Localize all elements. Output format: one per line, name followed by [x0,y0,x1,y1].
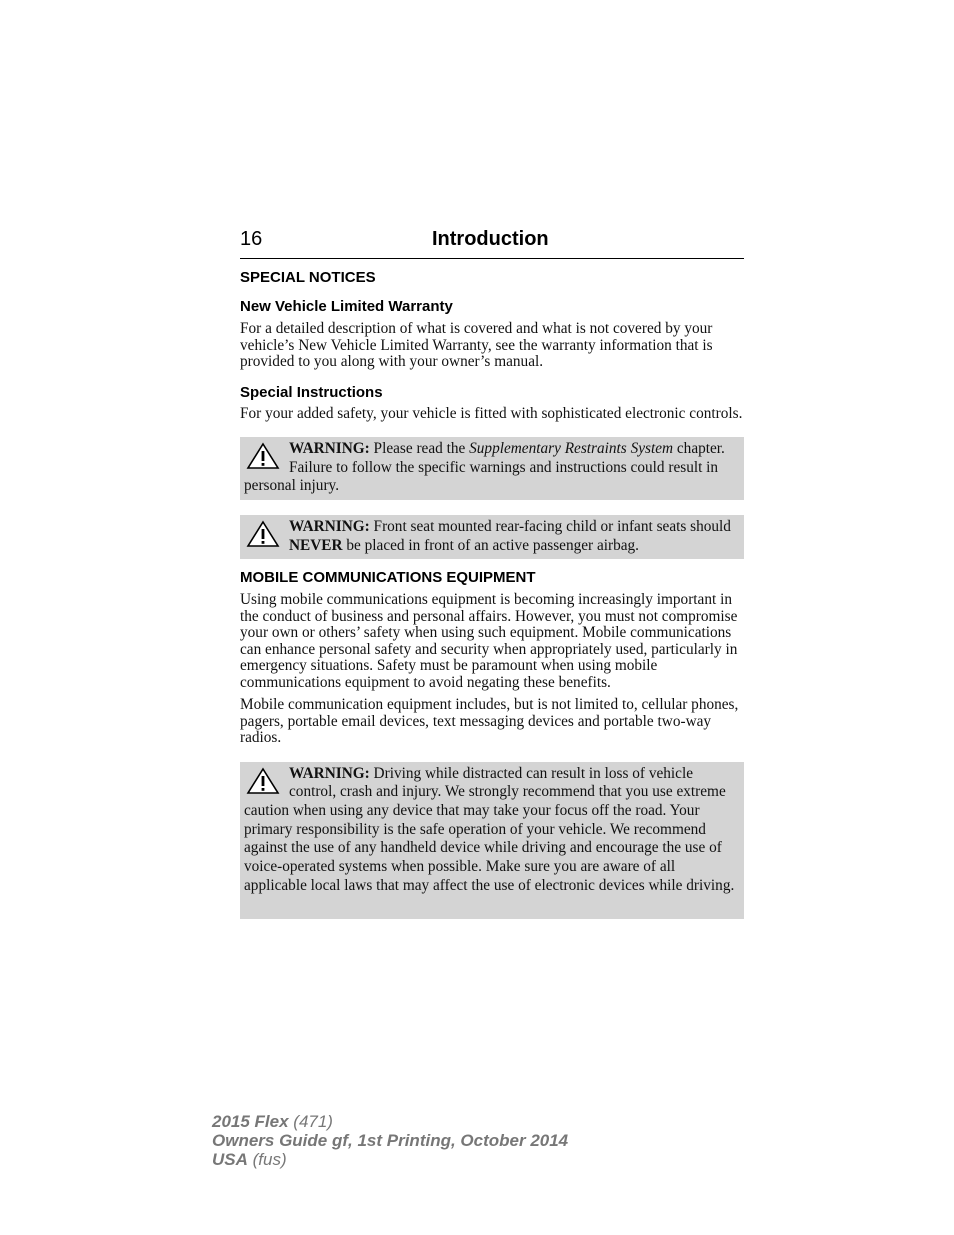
subheading-warranty: New Vehicle Limited Warranty [240,298,453,315]
warning-text: be placed in front of an active passenger airbag. [342,536,640,554]
warning-triangle-icon [246,520,280,548]
footer-market-code: (fus) [247,1150,287,1169]
footer-model-code: (471) [288,1112,333,1131]
footer-guide-line: Owners Guide gf, 1st Printing, October 2014 [212,1131,569,1150]
warning-chapter-ref: Supplementary Restraints System [469,440,674,457]
instructions-paragraph: For your added safety, your vehicle is fitted with sophisticated electronic controls. [240,404,743,422]
footer-model-line [212,1112,568,1131]
footer-model: 2015 Flex [212,1112,289,1131]
section-heading-mobile: MOBILE COMMUNICATIONS EQUIPMENT [240,569,536,586]
warning-text: Please read the [369,440,470,457]
warning-label: WARNING: [289,440,370,457]
page-content [240,228,744,919]
warning-box-distraction [240,762,744,919]
footer-market-line [212,1150,568,1169]
chapter-title: Introduction [432,228,549,250]
warning-text: Front seat mounted rear-facing child or infant seats should [369,518,731,535]
warning-text: Driving while distracted can result in loss of vehicle control, crash and injury. We strongly recommend that you use extreme caution when using any device that may take your focus off the road. Your primary responsibility is the safe operation of your vehicle. We recommend against the use of any handheld device while driving and encourage the use of voice-operated systems when possible. Make sure you are aware of all applicable local laws that may affect the use of electronic devices while driving. [244,764,735,894]
page-footer [212,1112,568,1169]
warranty-paragraph: For a detailed description of what is covered and what is not covered by your vehicle’s New Vehicle Limited Warranty, see the warranty information that is provided to you along with your owner’s manual. [240,320,713,370]
warning-label: WARNING: [289,764,370,782]
warning-emphasis: NEVER [289,536,343,554]
section-heading-special-notices: SPECIAL NOTICES [240,269,376,286]
mobile-paragraph-2: Mobile communication equipment includes, but is not limited to, cellular phones, pagers, portable email devices, text messaging devices and portable two-way radios. [240,696,739,746]
footer-market: USA [212,1150,248,1169]
warning-text: chapter. Failure to follow the specific warnings and instructions could result in personal injury. [244,440,725,495]
page-number: 16 [240,228,263,250]
warning-box-restraints [240,437,744,500]
warning-box-child-seat [240,515,744,559]
page-header [240,228,744,259]
warning-triangle-icon [246,442,280,470]
subheading-special-instructions: Special Instructions [240,383,383,401]
warning-triangle-icon [246,767,280,795]
mobile-paragraph-1: Using mobile communications equipment is becoming increasingly important in the conduct of business and personal affairs. However, you must not compromise your own or others’ safety when using such equipment. Mobile communications can enhance personal safety and security when appropriately used, particularly in emergency situations. Safety must be paramount when using mobile communications equipment to avoid negating these benefits. [240,591,738,691]
warning-label: WARNING: [289,518,370,535]
